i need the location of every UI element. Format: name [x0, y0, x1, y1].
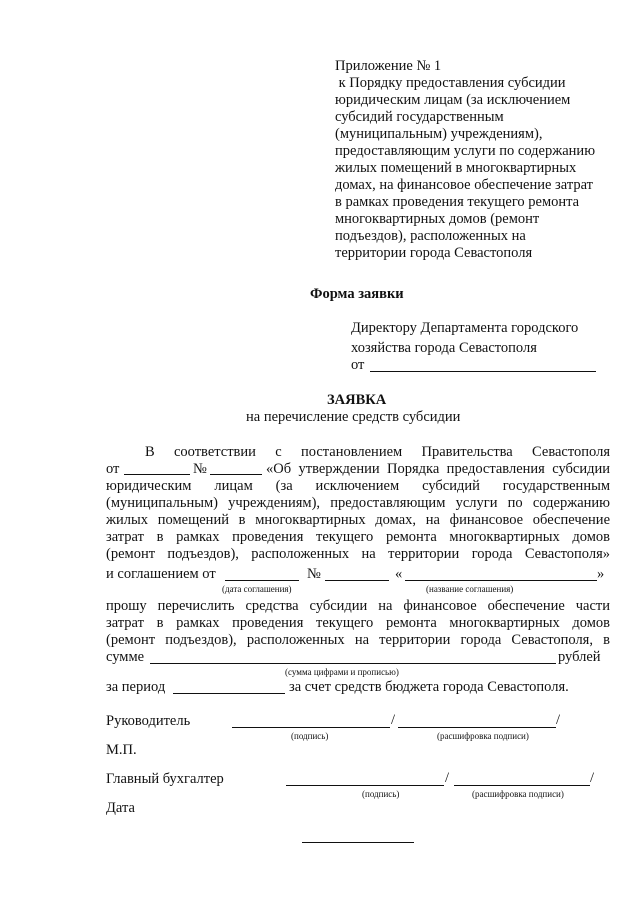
paragraph-line: (ремонт подъездов), расположенных на территории города Севастополя» — [106, 546, 610, 562]
addressee-line-2: хозяйства города Севастополя — [351, 340, 537, 356]
decree-date-label: от — [106, 461, 120, 477]
date-field[interactable] — [302, 842, 414, 843]
agreement-name-field[interactable] — [405, 580, 597, 581]
agreement-label: и соглашением от — [106, 566, 216, 582]
paragraph-line: (ремонт подъездов), расположенных на территории города Севастополя, в — [106, 632, 610, 648]
appendix-line: (муниципальным) учреждениям), — [335, 126, 543, 142]
form-title: Форма заявки — [310, 286, 404, 302]
paragraph-line: «Об утверждении Порядка предоставления субсидии — [266, 461, 610, 477]
agreement-close-quote: » — [597, 566, 605, 582]
addressee-from-field[interactable] — [370, 371, 596, 372]
document-subtitle: на перечисление средств субсидии — [246, 409, 461, 425]
appendix-line: юридическим лицам (за исключением — [335, 92, 571, 108]
head-decoding-field[interactable] — [398, 727, 556, 728]
document-title: ЗАЯВКА — [327, 392, 387, 408]
paragraph-line: прошу перечислить средства субсидии на финансовое обеспечение части — [106, 598, 610, 614]
stamp-label: М.П. — [106, 742, 137, 758]
caption-accountant-signature: (подпись) — [362, 789, 400, 799]
appendix-line: подъездов), расположенных на — [335, 228, 526, 244]
appendix-line: территории города Севастополя — [335, 245, 533, 261]
paragraph-line: затрат в рамках проведения текущего ремонта многоквартирных домов — [106, 529, 610, 545]
appendix-block — [335, 58, 595, 262]
accountant-label: Главный бухгалтер — [106, 771, 224, 787]
date-label: Дата — [106, 800, 135, 816]
appendix-line: к Порядку предоставления субсидии — [335, 75, 566, 91]
accountant-signature-field[interactable] — [286, 785, 444, 786]
sum-field[interactable] — [150, 663, 556, 664]
paragraph-line: В соответствии с постановлением Правительства Севастополя — [145, 444, 610, 460]
appendix-line: домах, на финансовое обеспечение затрат — [335, 177, 593, 193]
caption-sum: (сумма цифрами и прописью) — [285, 667, 399, 677]
paragraph-line: (муниципальным) учреждениям), предоставляющим услуги по содержанию — [106, 495, 610, 511]
period-rest: за счет средств бюджета города Севастополя. — [289, 679, 569, 695]
accountant-slash: / — [445, 770, 450, 786]
accountant-decoding-field[interactable] — [454, 785, 590, 786]
paragraph-line: юридическим лицам (за исключением субсидий государственным — [106, 478, 610, 494]
caption-agreement-name: (название соглашения) — [426, 584, 514, 594]
caption-accountant-decoding: (расшифровка подписи) — [472, 789, 564, 799]
sum-label: сумме — [106, 649, 145, 665]
appendix-line: многоквартирных домов (ремонт — [335, 211, 540, 227]
period-field[interactable] — [173, 693, 285, 694]
agreement-number-label: № — [307, 566, 321, 582]
appendix-line: жилых помещений в многоквартирных — [335, 160, 577, 176]
head-signature-field[interactable] — [232, 727, 390, 728]
addressee-line-1: Директору Департамента городского — [351, 320, 579, 336]
accountant-slash-end: / — [590, 770, 595, 786]
agreement-open-quote: « — [395, 566, 403, 582]
caption-head-decoding: (расшифровка подписи) — [437, 731, 529, 741]
appendix-line: Приложение № 1 — [335, 58, 442, 74]
agreement-number-field[interactable] — [325, 580, 389, 581]
appendix-line: в рамках проведения текущего ремонта — [335, 194, 580, 210]
sum-unit: рублей — [558, 649, 601, 665]
paragraph-line: жилых помещений в многоквартирных домах, на финансовое обеспечение — [106, 512, 610, 528]
decree-number-label: № — [193, 461, 207, 477]
appendix-line: субсидий государственным — [335, 109, 504, 125]
agreement-date-field[interactable] — [225, 580, 299, 581]
decree-date-field[interactable] — [124, 474, 190, 475]
caption-agreement-date: (дата соглашения) — [222, 584, 292, 594]
period-label: за период — [106, 679, 166, 695]
head-slash-end: / — [556, 712, 561, 728]
caption-head-signature: (подпись) — [291, 731, 329, 741]
head-slash: / — [391, 712, 396, 728]
appendix-line: предоставляющим услуги по содержанию — [335, 143, 596, 159]
head-label: Руководитель — [106, 713, 191, 729]
paragraph-line: затрат в рамках проведения текущего ремонта многоквартирных домов — [106, 615, 610, 631]
decree-number-field[interactable] — [210, 474, 262, 475]
addressee-from-label: от — [351, 357, 365, 373]
